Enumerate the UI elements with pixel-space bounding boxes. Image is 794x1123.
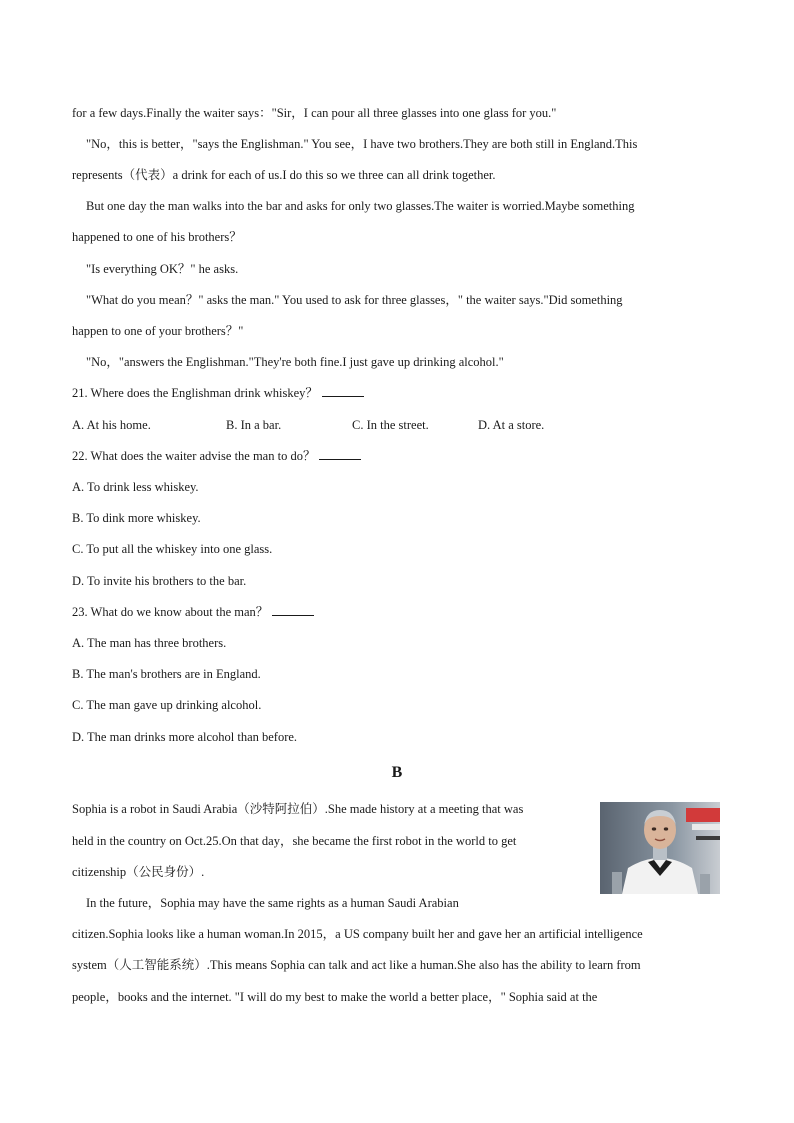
question-stem-text: 22. What does the waiter advise the man to do？	[72, 449, 316, 463]
option-c: C. To put all the whiskey into one glass.	[72, 542, 273, 556]
robot-photo-image	[600, 802, 720, 894]
passage-line: happened to one of his brothers？	[72, 230, 242, 244]
passage-line: happen to one of your brothers？"	[72, 324, 244, 338]
passage-line: citizen.Sophia looks like a human woman.In 2015，a US company built her and gave her an artificial intelligence	[72, 927, 643, 941]
question-23-stem	[72, 604, 314, 620]
robot-photo	[600, 802, 720, 894]
passage-line: "No，this is better，"says the Englishman." You see，I have two brothers.They are both still in England.This	[86, 137, 638, 151]
passage-line: system（人工智能系统）.This means Sophia can talk and act like a human.She also has the ability to learn from	[72, 958, 641, 972]
option-c: C. The man gave up drinking alcohol.	[72, 698, 262, 712]
option-a: A. To drink less whiskey.	[72, 480, 199, 494]
option-d: D. To invite his brothers to the bar.	[72, 574, 247, 588]
answer-blank	[319, 448, 361, 460]
section-heading: B	[391, 764, 403, 781]
passage-line: held in the country on Oct.25.On that day，she became the first robot in the world to get	[72, 834, 517, 848]
option-b: B. In a bar.	[226, 418, 282, 432]
passage-line: "No，"answers the Englishman."They're both fine.I just gave up drinking alcohol."	[86, 355, 504, 369]
passage-line: represents（代表）a drink for each of us.I do this so we three can all drink together.	[72, 168, 496, 182]
question-21-stem	[72, 385, 364, 401]
passage-line: But one day the man walks into the bar and asks for only two glasses.The waiter is worried.Maybe something	[86, 199, 635, 213]
answer-blank	[272, 604, 314, 616]
passage-line: Sophia is a robot in Saudi Arabia（沙特阿拉伯）.She made history at a meeting that was	[72, 802, 524, 816]
passage-line: In the future，Sophia may have the same rights as a human Saudi Arabian	[86, 896, 459, 910]
passage-line: "Is everything OK？" he asks.	[86, 262, 239, 276]
option-c: C. In the street.	[352, 418, 429, 432]
option-a: A. The man has three brothers.	[72, 636, 227, 650]
passage-line: "What do you mean？" asks the man." You used to ask for three glasses，" the waiter says."Did something	[86, 293, 623, 307]
answer-blank	[322, 385, 364, 397]
option-b: B. The man's brothers are in England.	[72, 667, 261, 681]
passage-line: people，books and the internet. "I will do my best to make the world a better place，" Sophia said at the	[72, 990, 598, 1004]
question-stem-text: 21. Where does the Englishman drink whiskey？	[72, 386, 318, 400]
passage-line: for a few days.Finally the waiter says："Sir，I can pour all three glasses into one glass for you."	[72, 106, 557, 120]
question-22-stem	[72, 448, 361, 464]
option-d: D. At a store.	[478, 418, 545, 432]
option-b: B. To dink more whiskey.	[72, 511, 201, 525]
question-stem-text: 23. What do we know about the man？	[72, 605, 269, 619]
passage-line: citizenship（公民身份）.	[72, 865, 205, 879]
option-a: A. At his home.	[72, 418, 151, 432]
option-d: D. The man drinks more alcohol than before.	[72, 730, 298, 744]
